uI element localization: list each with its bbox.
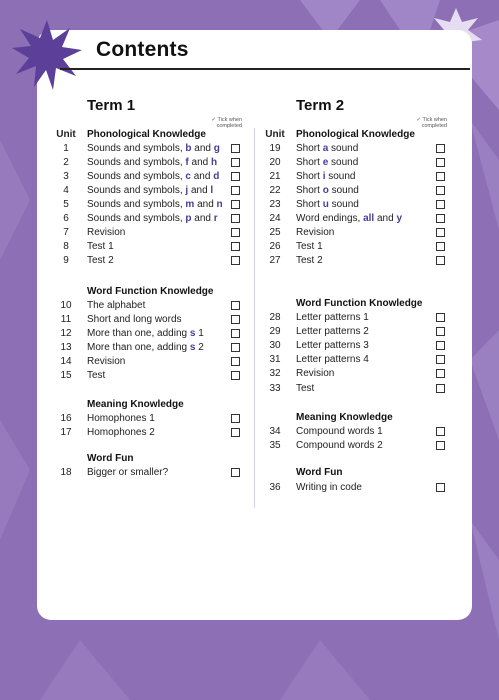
unit-number: 30 — [269, 340, 281, 351]
unit-number: 1 — [63, 143, 69, 154]
title-text: Test 1 — [296, 241, 323, 252]
highlighted-letters: m — [185, 199, 195, 210]
unit-title — [296, 382, 314, 396]
list-item — [54, 170, 248, 184]
unit-number: 3 — [63, 171, 69, 182]
highlighted-letters: r — [213, 213, 218, 224]
title-text: Homophones 2 — [87, 427, 155, 438]
completion-checkbox[interactable] — [231, 242, 240, 251]
section-heading: Phonological Knowledge — [296, 129, 415, 140]
unit-number: 11 — [60, 314, 72, 325]
title-text: Test 2 — [87, 255, 114, 266]
completion-checkbox[interactable] — [231, 371, 240, 380]
list-item — [263, 439, 453, 453]
title-text: Compound words 2 — [296, 440, 383, 451]
list-item — [263, 254, 453, 268]
highlighted-letters: y — [396, 213, 403, 224]
list-item — [263, 325, 453, 339]
completion-checkbox[interactable] — [436, 242, 445, 251]
completion-checkbox[interactable] — [231, 428, 240, 437]
title-text: and — [374, 213, 397, 224]
title-text: Revision — [87, 356, 126, 367]
section-heading: Word Function Knowledge — [296, 298, 423, 309]
unit-title — [296, 425, 383, 439]
unit-number: 24 — [269, 213, 281, 224]
completion-checkbox[interactable] — [231, 200, 240, 209]
completion-checkbox[interactable] — [436, 384, 445, 393]
title-text: More than one, adding — [87, 342, 190, 353]
completion-checkbox[interactable] — [436, 186, 445, 195]
title-text: Bigger or smaller? — [87, 467, 169, 478]
unit-title — [296, 311, 369, 325]
completion-checkbox[interactable] — [231, 256, 240, 265]
unit-number: 13 — [60, 342, 72, 353]
list-item — [54, 299, 248, 313]
list-item — [263, 367, 453, 381]
unit-number: 28 — [269, 312, 281, 323]
completion-checkbox[interactable] — [436, 427, 445, 436]
highlighted-letters: d — [213, 171, 220, 182]
unit-title — [87, 184, 213, 198]
completion-checkbox[interactable] — [436, 158, 445, 167]
completion-checkbox[interactable] — [231, 172, 240, 181]
list-item — [263, 481, 453, 495]
list-item — [54, 355, 248, 369]
unit-title — [296, 353, 369, 367]
unit-number: 33 — [269, 383, 281, 394]
list-item — [54, 212, 248, 226]
title-text: Sounds and symbols, — [87, 185, 186, 196]
completion-checkbox[interactable] — [436, 441, 445, 450]
unit-number: 27 — [269, 255, 281, 266]
unit-title — [296, 226, 334, 240]
list-item — [263, 240, 453, 254]
title-text: Letter patterns 4 — [296, 354, 369, 365]
unit-number: 21 — [269, 171, 281, 182]
completion-checkbox[interactable] — [436, 355, 445, 364]
unit-number: 36 — [269, 482, 281, 493]
highlighted-letters: i — [322, 171, 326, 182]
title-text: Revision — [296, 368, 335, 379]
title-text: Sounds and symbols, — [87, 171, 186, 182]
list-item — [263, 156, 453, 170]
unit-number: 20 — [269, 157, 281, 168]
section-heading: Word Fun — [296, 467, 343, 478]
list-item — [263, 353, 453, 367]
list-item — [54, 412, 248, 426]
unit-title — [87, 327, 204, 341]
unit-title — [87, 341, 204, 355]
unit-number: 8 — [63, 241, 69, 252]
unit-title — [296, 170, 356, 184]
unit-title — [296, 339, 369, 353]
title-text: Test — [87, 370, 106, 381]
list-item — [54, 198, 248, 212]
completion-checkbox[interactable] — [231, 468, 240, 477]
unit-title — [296, 198, 359, 212]
unit-title — [87, 254, 114, 268]
title-text: Short — [296, 143, 323, 154]
starburst-icon — [12, 20, 82, 90]
unit-title — [87, 198, 223, 212]
unit-number: 29 — [269, 326, 281, 337]
unit-title — [296, 240, 323, 254]
unit-title — [87, 412, 155, 426]
title-text: 2 — [195, 342, 204, 353]
completion-checkbox[interactable] — [436, 214, 445, 223]
unit-title — [87, 156, 217, 170]
unit-title — [296, 481, 362, 495]
list-item — [263, 311, 453, 325]
completion-checkbox[interactable] — [231, 186, 240, 195]
highlighted-letters: f — [185, 157, 189, 168]
list-item — [54, 466, 248, 480]
unit-title — [296, 212, 402, 226]
completion-checkbox[interactable] — [436, 144, 445, 153]
unit-title — [87, 226, 125, 240]
title-text: Sounds and symbols, — [87, 213, 186, 224]
unit-header-label: Unit — [265, 129, 285, 140]
unit-title — [87, 466, 168, 480]
unit-title — [87, 170, 219, 184]
list-item — [263, 339, 453, 353]
list-item — [54, 313, 248, 327]
list-item — [263, 425, 453, 439]
term-title: Term 1 — [87, 97, 136, 114]
unit-title — [296, 156, 358, 170]
unit-title — [296, 142, 358, 156]
title-text: Compound words 1 — [296, 426, 383, 437]
unit-number: 12 — [60, 328, 72, 339]
highlighted-letters: o — [322, 185, 329, 196]
unit-title — [87, 426, 155, 440]
title-text: Letter patterns 2 — [296, 326, 369, 337]
title-text: Test — [296, 383, 315, 394]
unit-number: 6 — [63, 213, 69, 224]
highlighted-letters: u — [322, 199, 329, 210]
page-title: Contents — [96, 38, 189, 61]
unit-title — [87, 212, 218, 226]
title-text: 1 — [195, 328, 204, 339]
unit-number: 25 — [269, 227, 281, 238]
unit-number: 14 — [60, 356, 72, 367]
highlighted-letters: n — [216, 199, 223, 210]
highlighted-letters: p — [185, 213, 192, 224]
list-item — [54, 426, 248, 440]
title-text: Short — [296, 171, 323, 182]
section-heading: Phonological Knowledge — [87, 129, 206, 140]
list-item — [263, 382, 453, 396]
column-divider — [254, 128, 255, 508]
unit-number: 23 — [269, 199, 281, 210]
completion-checkbox[interactable] — [231, 158, 240, 167]
unit-title — [296, 367, 334, 381]
unit-number: 7 — [63, 227, 69, 238]
unit-header-label: Unit — [56, 129, 76, 140]
list-item — [54, 369, 248, 383]
unit-number: 35 — [269, 440, 281, 451]
section-heading: Meaning Knowledge — [296, 412, 393, 423]
unit-title — [296, 254, 323, 268]
unit-number: 9 — [63, 255, 69, 266]
highlighted-letters: s — [189, 328, 196, 339]
completion-checkbox[interactable] — [436, 228, 445, 237]
title-text: sound — [328, 185, 359, 196]
unit-number: 18 — [60, 467, 72, 478]
title-text: and — [191, 143, 214, 154]
unit-number: 19 — [269, 143, 281, 154]
unit-number: 2 — [63, 157, 69, 168]
highlighted-letters: s — [189, 342, 196, 353]
title-text: Revision — [296, 227, 335, 238]
unit-number: 4 — [63, 185, 69, 196]
section-heading: Word Fun — [87, 453, 134, 464]
title-text: Short — [296, 157, 323, 168]
title-text: Homophones 1 — [87, 413, 155, 424]
completion-checkbox[interactable] — [231, 228, 240, 237]
title-text: sound — [328, 199, 359, 210]
unit-number: 34 — [269, 426, 281, 437]
title-underline — [60, 68, 470, 70]
tick-when-completed-note: ✓ Tick when completed — [416, 117, 447, 129]
completion-checkbox[interactable] — [231, 329, 240, 338]
highlighted-letters: b — [185, 143, 192, 154]
unit-number: 31 — [269, 354, 281, 365]
title-text: and — [190, 171, 214, 182]
unit-title — [87, 299, 145, 313]
completion-checkbox[interactable] — [436, 172, 445, 181]
title-text: Sounds and symbols, — [87, 157, 186, 168]
list-item — [54, 327, 248, 341]
list-item — [54, 254, 248, 268]
title-text: and — [188, 185, 211, 196]
unit-title — [87, 240, 114, 254]
title-text: Short and long words — [87, 314, 182, 325]
list-item — [263, 184, 453, 198]
title-text: sound — [328, 143, 359, 154]
unit-title — [87, 142, 220, 156]
highlighted-letters: h — [210, 157, 218, 168]
list-item — [263, 170, 453, 184]
list-item — [54, 226, 248, 240]
highlighted-letters: e — [322, 157, 329, 168]
completion-checkbox[interactable] — [231, 414, 240, 423]
title-text: Word endings, — [296, 213, 364, 224]
title-text: sound — [325, 171, 356, 182]
highlighted-letters: j — [185, 185, 189, 196]
title-text: The alphabet — [87, 300, 146, 311]
section-heading: Meaning Knowledge — [87, 399, 184, 410]
completion-checkbox[interactable] — [436, 341, 445, 350]
title-text: Sounds and symbols, — [87, 143, 186, 154]
completion-checkbox[interactable] — [436, 313, 445, 322]
completion-checkbox[interactable] — [436, 327, 445, 336]
title-text: Test 2 — [296, 255, 323, 266]
list-item — [263, 212, 453, 226]
unit-number: 32 — [269, 368, 281, 379]
list-item — [54, 156, 248, 170]
title-text: and — [188, 157, 211, 168]
unit-number: 10 — [60, 300, 72, 311]
title-text: Revision — [87, 227, 126, 238]
title-text: Short — [296, 199, 323, 210]
unit-number: 22 — [269, 185, 281, 196]
title-text: sound — [328, 157, 359, 168]
unit-number: 26 — [269, 241, 281, 252]
completion-checkbox[interactable] — [436, 200, 445, 209]
unit-title — [296, 439, 383, 453]
unit-title — [87, 313, 182, 327]
section-heading: Word Function Knowledge — [87, 286, 214, 297]
completion-checkbox[interactable] — [436, 256, 445, 265]
unit-number: 16 — [60, 413, 72, 424]
highlighted-letters: c — [185, 171, 191, 182]
unit-title — [296, 325, 369, 339]
tick-when-completed-note: ✓ Tick when completed — [211, 117, 242, 129]
completion-checkbox[interactable] — [436, 369, 445, 378]
unit-number: 5 — [63, 199, 69, 210]
highlighted-letters: l — [210, 185, 214, 196]
title-text: More than one, adding — [87, 328, 190, 339]
list-item — [54, 142, 248, 156]
title-text: Short — [296, 185, 323, 196]
title-text: Sounds and symbols, — [87, 199, 186, 210]
completion-checkbox[interactable] — [231, 301, 240, 310]
highlighted-letters: all — [363, 213, 375, 224]
list-item — [263, 142, 453, 156]
completion-checkbox[interactable] — [231, 144, 240, 153]
highlighted-letters: g — [213, 143, 220, 154]
title-text: Writing in code — [296, 482, 362, 493]
completion-checkbox[interactable] — [231, 214, 240, 223]
list-item — [263, 198, 453, 212]
list-item — [54, 240, 248, 254]
title-text: and — [194, 199, 217, 210]
title-text: Letter patterns 1 — [296, 312, 369, 323]
unit-title — [87, 369, 105, 383]
term-title: Term 2 — [296, 97, 345, 114]
title-text: Letter patterns 3 — [296, 340, 369, 351]
list-item — [263, 226, 453, 240]
list-item — [54, 184, 248, 198]
title-text: Test 1 — [87, 241, 114, 252]
unit-title — [296, 184, 359, 198]
unit-number: 15 — [60, 370, 72, 381]
completion-checkbox[interactable] — [231, 315, 240, 324]
list-item — [54, 341, 248, 355]
unit-title — [87, 355, 125, 369]
title-text: and — [191, 213, 214, 224]
completion-checkbox[interactable] — [231, 357, 240, 366]
completion-checkbox[interactable] — [436, 483, 445, 492]
completion-checkbox[interactable] — [231, 343, 240, 352]
highlighted-letters: a — [322, 143, 329, 154]
unit-number: 17 — [60, 427, 72, 438]
